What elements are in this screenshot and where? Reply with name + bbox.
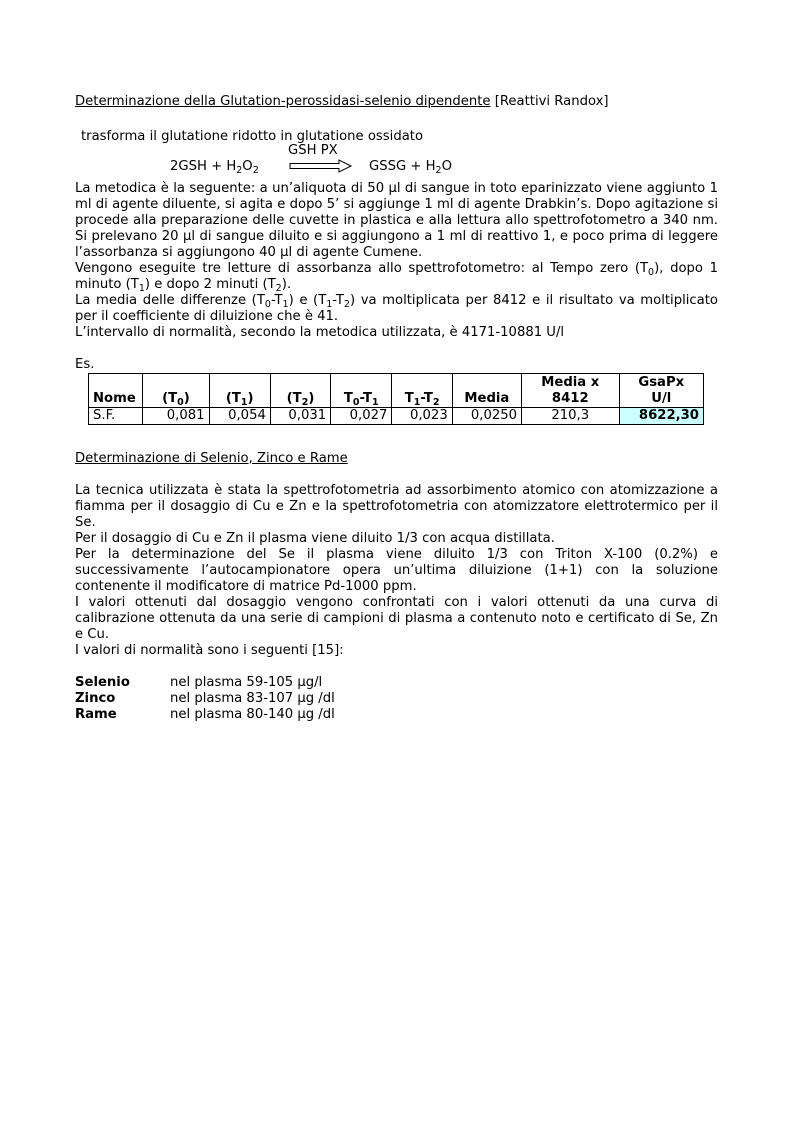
list-item xyxy=(75,691,718,707)
reaction-block xyxy=(75,129,718,175)
method-paragraph: La metodica è la seguente: a un’aliquota di 50 µl di sangue in toto eparinizzato viene aggiunto 1 ml di agente diluente, si agita e dopo 5’ si aggiunge 1 ml di agente Drabkin’s. Dopo agitazione si procede alla preparazione delle cuvette in plastica e alla lettura allo spettrofotometro a 340 nm. Si prelevano 20 µl di sangue diluito e si aggiungono a 1 ml di reattivo 1, e poco prima di leggere l’assorbanza si aggiungono 40 µl di agente Cumene. xyxy=(75,181,718,260)
calibration-paragraph: I valori ottenuti dal dosaggio vengono confrontati con i valori ottenuti da una curva di calibrazione ottenuta da una serie di campioni di plasma a contenuto noto e certificato di Se, Zn e Cu. xyxy=(75,595,718,642)
normal-values-intro: I valori di normalità sono i seguenti [15]: xyxy=(75,643,344,658)
section1-heading xyxy=(75,94,718,110)
cell-t1-t2: 0,023 xyxy=(392,408,452,425)
normal-values-list xyxy=(75,675,718,723)
dilution-paragraph: Per il dosaggio di Cu e Zn il plasma viene diluito 1/3 con acqua distillata. xyxy=(75,531,555,546)
cell-t0-t1: 0,027 xyxy=(331,408,392,425)
value-label: Selenio xyxy=(75,675,130,690)
value-label: Rame xyxy=(75,707,117,722)
value-range: nel plasma 83-107 µg /dl xyxy=(170,691,335,706)
table-header-row xyxy=(89,374,704,408)
value-label: Zinco xyxy=(75,691,116,706)
col-media-x: Media x 8412 xyxy=(522,374,619,408)
cell-media: 0,0250 xyxy=(452,408,521,425)
section2-title: Determinazione di Selenio, Zinco e Rame xyxy=(75,451,348,466)
cell-media-x: 210,3 xyxy=(522,408,619,425)
cell-t2: 0,031 xyxy=(270,408,330,425)
calculation-paragraph: La media delle differenze $(T_0-T_1)$ e $(T_1-T_2)$ va moltiplicata per 8412 e il risultato va moltiplicato per il coefficiente di diluizione che è 41. xyxy=(75,293,718,324)
cell-gsapx: 8622,30 xyxy=(619,408,703,425)
col-t1-t2: $T_1-T_2$ xyxy=(392,374,452,408)
table-row xyxy=(89,408,704,425)
gpx-table xyxy=(88,373,704,425)
col-t1: $(T_1)$ xyxy=(209,374,270,408)
list-item xyxy=(75,675,718,691)
section1-title: Determinazione della Glutation-perossidasi-selenio dipendente xyxy=(75,94,491,109)
technique-paragraph: La tecnica utilizzata è stata la spettrofotometria ad assorbimento atomico con atomizzazione a fiamma per il dosaggio di Cu e Zn e la spettrofotometria con atomizzatore elettrotermico per il Se. xyxy=(75,483,718,530)
col-media: Media xyxy=(452,374,521,408)
col-t0-t1: $T_0-T_1$ xyxy=(331,374,392,408)
gpx-table-wrapper xyxy=(88,373,718,425)
reaction-lhs: $2GSH + H_2O_2$ xyxy=(170,159,259,176)
selenium-paragraph: Per la determinazione del Se il plasma viene diluito 1/3 con Triton X-100 (0.2%) e successivamente l’autocampionatore opera un’ultima diluizione (1+1) con la soluzione contenente il modificatore di matrice Pd-1000 ppm. xyxy=(75,547,718,594)
reaction-rhs: GSSG + $H_2O$ xyxy=(369,159,452,176)
section2-heading xyxy=(75,451,718,467)
example-label: Es. xyxy=(75,357,95,372)
cell-t0: 0,081 xyxy=(143,408,209,425)
reaction-enzyme: GSH PX xyxy=(288,143,338,158)
cell-t1: 0,054 xyxy=(209,408,270,425)
col-gsapx: GsaPx U/l xyxy=(619,374,703,408)
normal-range-paragraph: L’intervallo di normalità, secondo la metodica utilizzata, è 4171-10881 U/l xyxy=(75,325,565,340)
cell-nome: S.F. xyxy=(89,408,143,425)
section1-title-suffix: [Reattivi Randox] xyxy=(490,94,609,109)
value-range: nel plasma 80-140 µg /dl xyxy=(170,707,335,722)
reaction-arrow-icon xyxy=(289,159,353,173)
col-t2: $(T_2)$ xyxy=(270,374,330,408)
reaction-intro: trasforma il glutatione ridotto in glutatione ossidato xyxy=(81,129,424,144)
list-item xyxy=(75,707,718,723)
col-nome: Nome xyxy=(89,374,143,408)
document-page xyxy=(75,94,718,723)
value-range: nel plasma 59-105 µg/l xyxy=(170,675,323,690)
col-t0: $(T_0)$ xyxy=(143,374,209,408)
readings-paragraph: Vengono eseguite tre letture di assorbanza allo spettrofotometro: al Tempo zero $(T_0)$, dopo 1 minuto $(T_1)$ e dopo 2 minuti $(T_2)$. xyxy=(75,261,718,294)
